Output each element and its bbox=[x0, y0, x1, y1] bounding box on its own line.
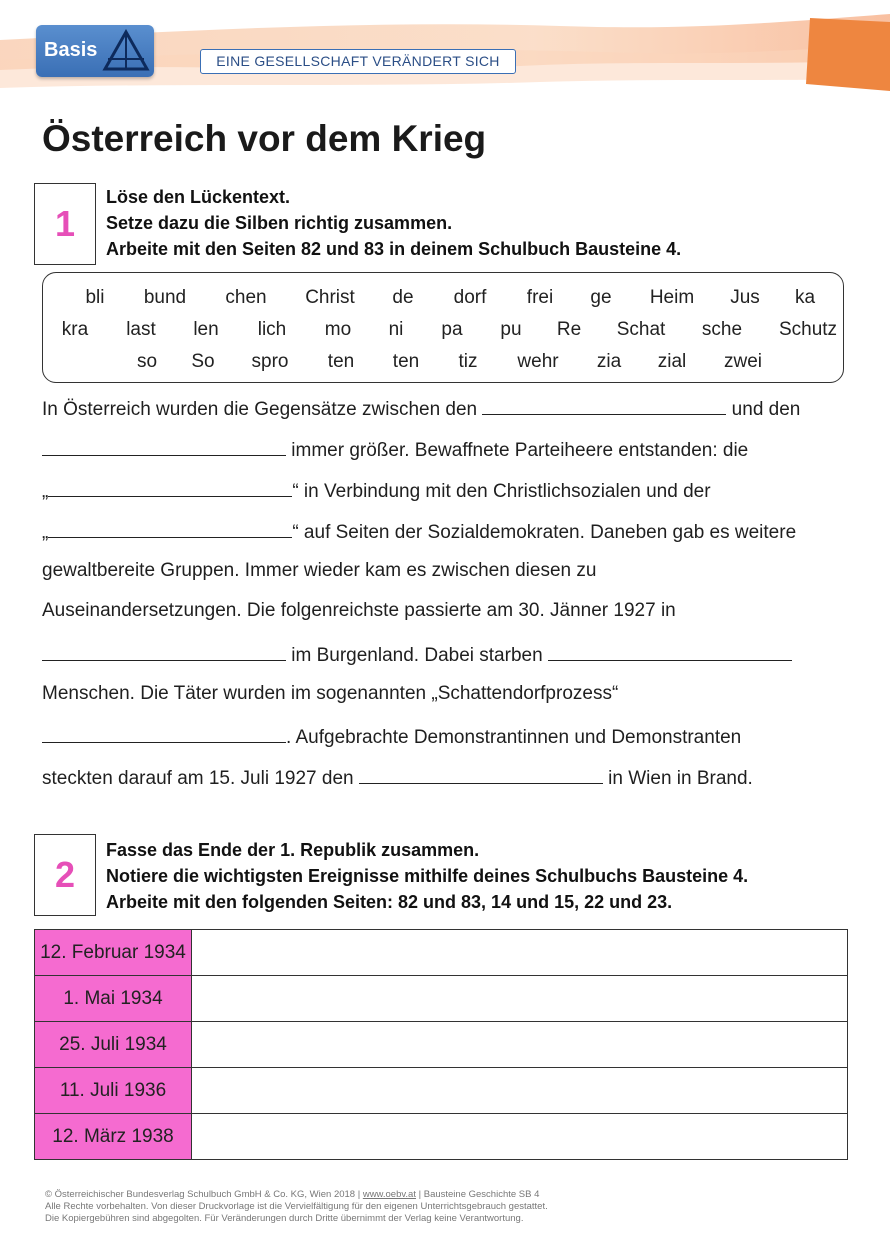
task-number-box-1 bbox=[34, 183, 96, 265]
cloze-line bbox=[42, 600, 676, 622]
footer bbox=[45, 1189, 548, 1225]
syllable: zia bbox=[596, 351, 622, 372]
footer-line: Alle Rechte vorbehalten. Von dieser Druckvorlage ist die Vervielfältigung für den eigenen Unterrichtsgebrauch gestattet. bbox=[45, 1201, 548, 1212]
footer-line bbox=[45, 1189, 548, 1201]
instruction-line: Arbeite mit den folgenden Seiten: 82 und 83, 14 und 15, 22 und 23. bbox=[106, 892, 673, 912]
syllable: mo bbox=[324, 319, 352, 340]
instruction-line: Setze dazu die Silben richtig zusammen. bbox=[106, 213, 453, 233]
series-title: EINE GESELLSCHAFT VERÄNDERT SICH bbox=[200, 49, 516, 74]
syllable: ge bbox=[590, 287, 612, 308]
instruction-line: Löse den Lückentext. bbox=[106, 187, 291, 207]
task-number: 1 bbox=[54, 203, 76, 244]
cloze-line bbox=[42, 724, 741, 749]
syllable: Schutz bbox=[778, 319, 838, 340]
cloze-text: im Burgenland. Dabei starben bbox=[286, 645, 548, 666]
task2-instructions bbox=[106, 837, 748, 915]
blank-field[interactable] bbox=[42, 724, 286, 743]
footer-copyright: © Österreichischer Bundesverlag Schulbuch GmbH & Co. KG, Wien 2018 | bbox=[45, 1189, 363, 1200]
cloze-text: in Wien in Brand. bbox=[602, 768, 753, 789]
syllable: zwei bbox=[723, 351, 763, 372]
cloze-line bbox=[42, 519, 796, 544]
cloze-text: Menschen. Die Täter wurden im sogenannten „Schattendorfprozess“ bbox=[42, 683, 619, 704]
cloze-text: und den bbox=[726, 399, 801, 420]
cloze-line bbox=[42, 642, 792, 667]
cloze-text: In Österreich wurden die Gegensätze zwischen den bbox=[42, 399, 483, 420]
task-number-box-2 bbox=[34, 834, 96, 916]
syllable: last bbox=[126, 319, 156, 340]
table-row bbox=[35, 930, 848, 976]
cloze-line bbox=[42, 396, 800, 421]
table-row bbox=[35, 1068, 848, 1114]
table-row bbox=[35, 1022, 848, 1068]
syllable: ni bbox=[388, 319, 404, 340]
blank-field[interactable] bbox=[482, 396, 726, 415]
date-cell: 1. Mai 1934 bbox=[35, 976, 192, 1022]
cloze-line bbox=[42, 478, 711, 503]
syllable: ten bbox=[327, 351, 355, 372]
syllable: tiz bbox=[458, 351, 478, 372]
cloze-text: immer größer. Bewaffnete Parteiheere entstanden: die bbox=[286, 440, 749, 461]
syllable: ten bbox=[392, 351, 420, 372]
blank-field[interactable] bbox=[359, 765, 603, 784]
syllable-box bbox=[42, 272, 844, 383]
syllable: lich bbox=[257, 319, 287, 340]
date-cell: 12. Februar 1934 bbox=[35, 930, 192, 976]
syllable: pu bbox=[500, 319, 522, 340]
logo-text: Basis bbox=[44, 39, 98, 61]
instruction-line: Notiere die wichtigsten Ereignisse mithilfe deines Schulbuchs Bausteine 4. bbox=[106, 866, 749, 886]
timeline-table bbox=[34, 929, 848, 1160]
syllable: wehr bbox=[517, 351, 559, 372]
table-row bbox=[35, 976, 848, 1022]
syllable: frei bbox=[526, 287, 554, 308]
syllable: Christ bbox=[305, 287, 355, 308]
cloze-text: „ bbox=[42, 481, 49, 502]
date-cell: 12. März 1938 bbox=[35, 1114, 192, 1160]
syllable: Heim bbox=[649, 287, 695, 308]
task1-instructions bbox=[106, 184, 681, 262]
task-number: 2 bbox=[54, 854, 76, 895]
syllable: bli bbox=[85, 287, 105, 308]
cloze-text: “ auf Seiten der Sozialdemokraten. Daneben gab es weitere bbox=[292, 522, 797, 543]
syllable: so bbox=[136, 351, 158, 372]
blank-field[interactable] bbox=[548, 642, 792, 661]
page-title: Österreich vor dem Krieg bbox=[42, 118, 487, 159]
answer-cell[interactable] bbox=[192, 976, 848, 1022]
cloze-text: “ in Verbindung mit den Christlichsozialen und der bbox=[292, 481, 711, 502]
cloze-line bbox=[42, 560, 596, 582]
blank-field[interactable] bbox=[48, 519, 292, 538]
answer-cell[interactable] bbox=[192, 1022, 848, 1068]
cloze-text: gewaltbereite Gruppen. Immer wieder kam es zwischen diesen zu bbox=[42, 560, 597, 581]
syllable: de bbox=[392, 287, 414, 308]
footer-line: Die Kopiergebühren sind abgegolten. Für Veränderungen durch Dritte übernimmt der Verlag keine Verantwortung. bbox=[45, 1213, 524, 1224]
date-cell: 25. Juli 1934 bbox=[35, 1022, 192, 1068]
syllable: chen bbox=[225, 287, 267, 308]
blank-field[interactable] bbox=[42, 437, 286, 456]
date-cell: 11. Juli 1936 bbox=[35, 1068, 192, 1114]
cloze-text: steckten darauf am 15. Juli 1927 den bbox=[42, 768, 359, 789]
syllable: dorf bbox=[453, 287, 487, 308]
syllable: Schat bbox=[616, 319, 666, 340]
answer-cell[interactable] bbox=[192, 1068, 848, 1114]
blank-field[interactable] bbox=[42, 642, 286, 661]
syllable: len bbox=[193, 319, 219, 340]
syllable: Jus bbox=[730, 287, 760, 308]
syllable: ka bbox=[794, 287, 816, 308]
publisher-link[interactable]: www.oebv.at bbox=[362, 1189, 416, 1200]
cloze-line bbox=[42, 437, 748, 462]
syllable: bund bbox=[143, 287, 187, 308]
cloze-text: . Aufgebrachte Demonstrantinnen und Demonstranten bbox=[286, 727, 742, 748]
corner-decoration bbox=[804, 16, 890, 91]
instruction-line: Arbeite mit den Seiten 82 und 83 in deinem Schulbuch Bausteine 4. bbox=[106, 239, 682, 259]
answer-cell[interactable] bbox=[192, 930, 848, 976]
syllable: Re bbox=[556, 319, 582, 340]
syllable: kra bbox=[61, 319, 89, 340]
instruction-line: Fasse das Ende der 1. Republik zusammen. bbox=[106, 840, 480, 860]
cloze-line bbox=[42, 683, 618, 705]
basis-logo bbox=[36, 25, 154, 77]
syllable: zial bbox=[657, 351, 687, 372]
cloze-line bbox=[42, 765, 753, 790]
blank-field[interactable] bbox=[48, 478, 292, 497]
syllable: pa bbox=[441, 319, 463, 340]
syllable: spro bbox=[251, 351, 289, 372]
syllable: So bbox=[191, 351, 215, 372]
footer-book: | Bausteine Geschichte SB 4 bbox=[415, 1189, 540, 1200]
cloze-text: „ bbox=[42, 522, 49, 543]
triangle-logo-icon bbox=[102, 29, 150, 73]
cloze-text: Auseinandersetzungen. Die folgenreichste passierte am 30. Jänner 1927 in bbox=[42, 600, 676, 621]
table-row bbox=[35, 1114, 848, 1160]
answer-cell[interactable] bbox=[192, 1114, 848, 1160]
syllable: sche bbox=[701, 319, 743, 340]
